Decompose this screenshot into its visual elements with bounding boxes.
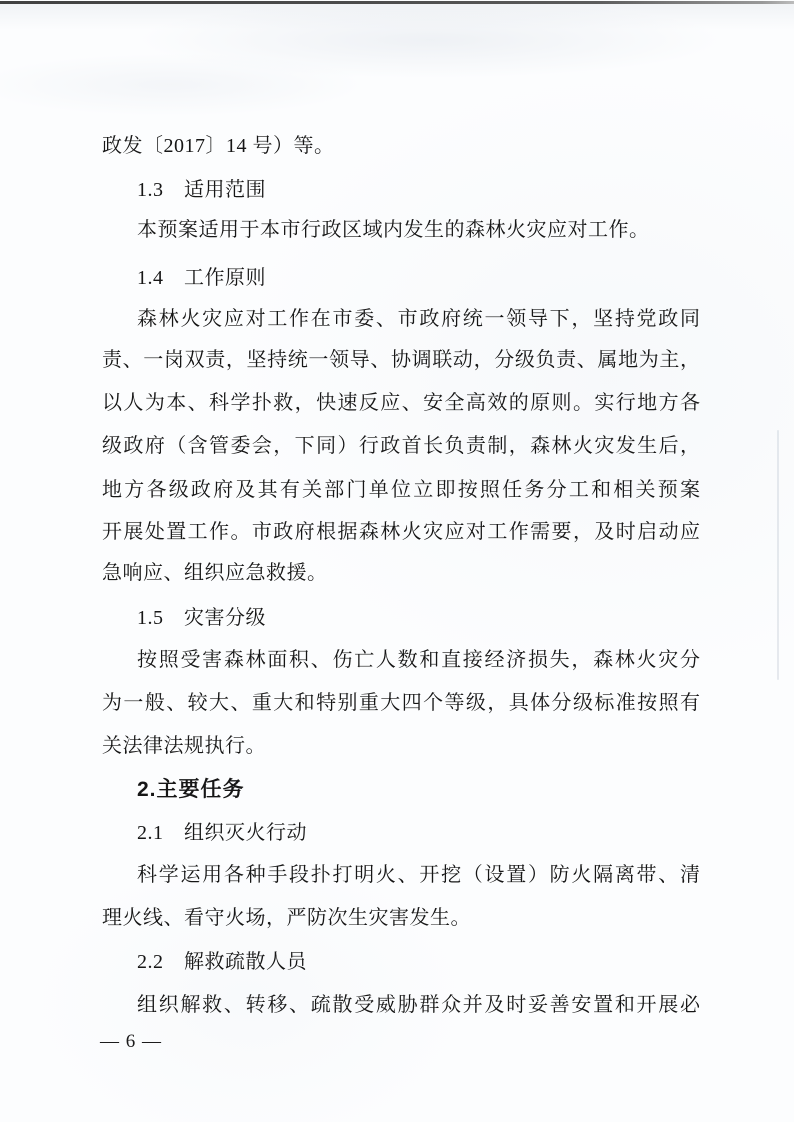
section-heading-1-5: 1.5 灾害分级	[137, 607, 266, 629]
chapter-heading-2: 2.主要任务	[137, 778, 245, 801]
paragraph-line: 以人为本、科学扑救，快速反应、安全高效的原则。实行地方各	[102, 392, 700, 414]
paragraph-line: 级政府（含管委会，下同）行政首长负责制，森林火灾发生后，	[102, 435, 700, 457]
paragraph-line: 为一般、较大、重大和特别重大四个等级，具体分级标准按照有	[102, 692, 700, 714]
scan-crease-artifact	[777, 430, 779, 680]
section-heading-2-2: 2.2 解救疏散人员	[137, 951, 307, 973]
paragraph-line: 急响应、组织应急救援。	[102, 562, 328, 584]
scan-haze-artifact	[0, 4, 794, 30]
section-heading-1-4: 1.4 工作原则	[137, 267, 266, 289]
section-heading-2-1: 2.1 组织灭火行动	[137, 822, 307, 844]
paragraph-line: 按照受害森林面积、伤亡人数和直接经济损失，森林火灾分	[137, 649, 700, 671]
paragraph-line: 理火线、看守火场，严防次生灾害发生。	[102, 907, 471, 929]
section-heading-1-3: 1.3 适用范围	[137, 179, 266, 201]
paragraph-line: 责、一岗双责，坚持统一领导、协调联动，分级负责、属地为主，	[102, 349, 700, 371]
text-line-continuation: 政发〔2017〕14 号）等。	[102, 135, 335, 157]
paragraph-line: 本预案适用于本市行政区域内发生的森林火灾应对工作。	[137, 219, 650, 241]
paragraph-line: 科学运用各种手段扑打明火、开挖（设置）防火隔离带、清	[137, 864, 700, 886]
paragraph-line: 地方各级政府及其有关部门单位立即按照任务分工和相关预案	[102, 479, 700, 501]
paragraph-line: 组织解救、转移、疏散受威胁群众并及时妥善安置和开展必	[137, 994, 700, 1016]
paragraph-line: 森林火灾应对工作在市委、市政府统一领导下，坚持党政同	[137, 308, 700, 330]
paragraph-line: 开展处置工作。市政府根据森林火灾应对工作需要，及时启动应	[102, 521, 700, 543]
paragraph-line: 关法律法规执行。	[102, 735, 266, 757]
page-number: — 6 —	[100, 1031, 162, 1052]
